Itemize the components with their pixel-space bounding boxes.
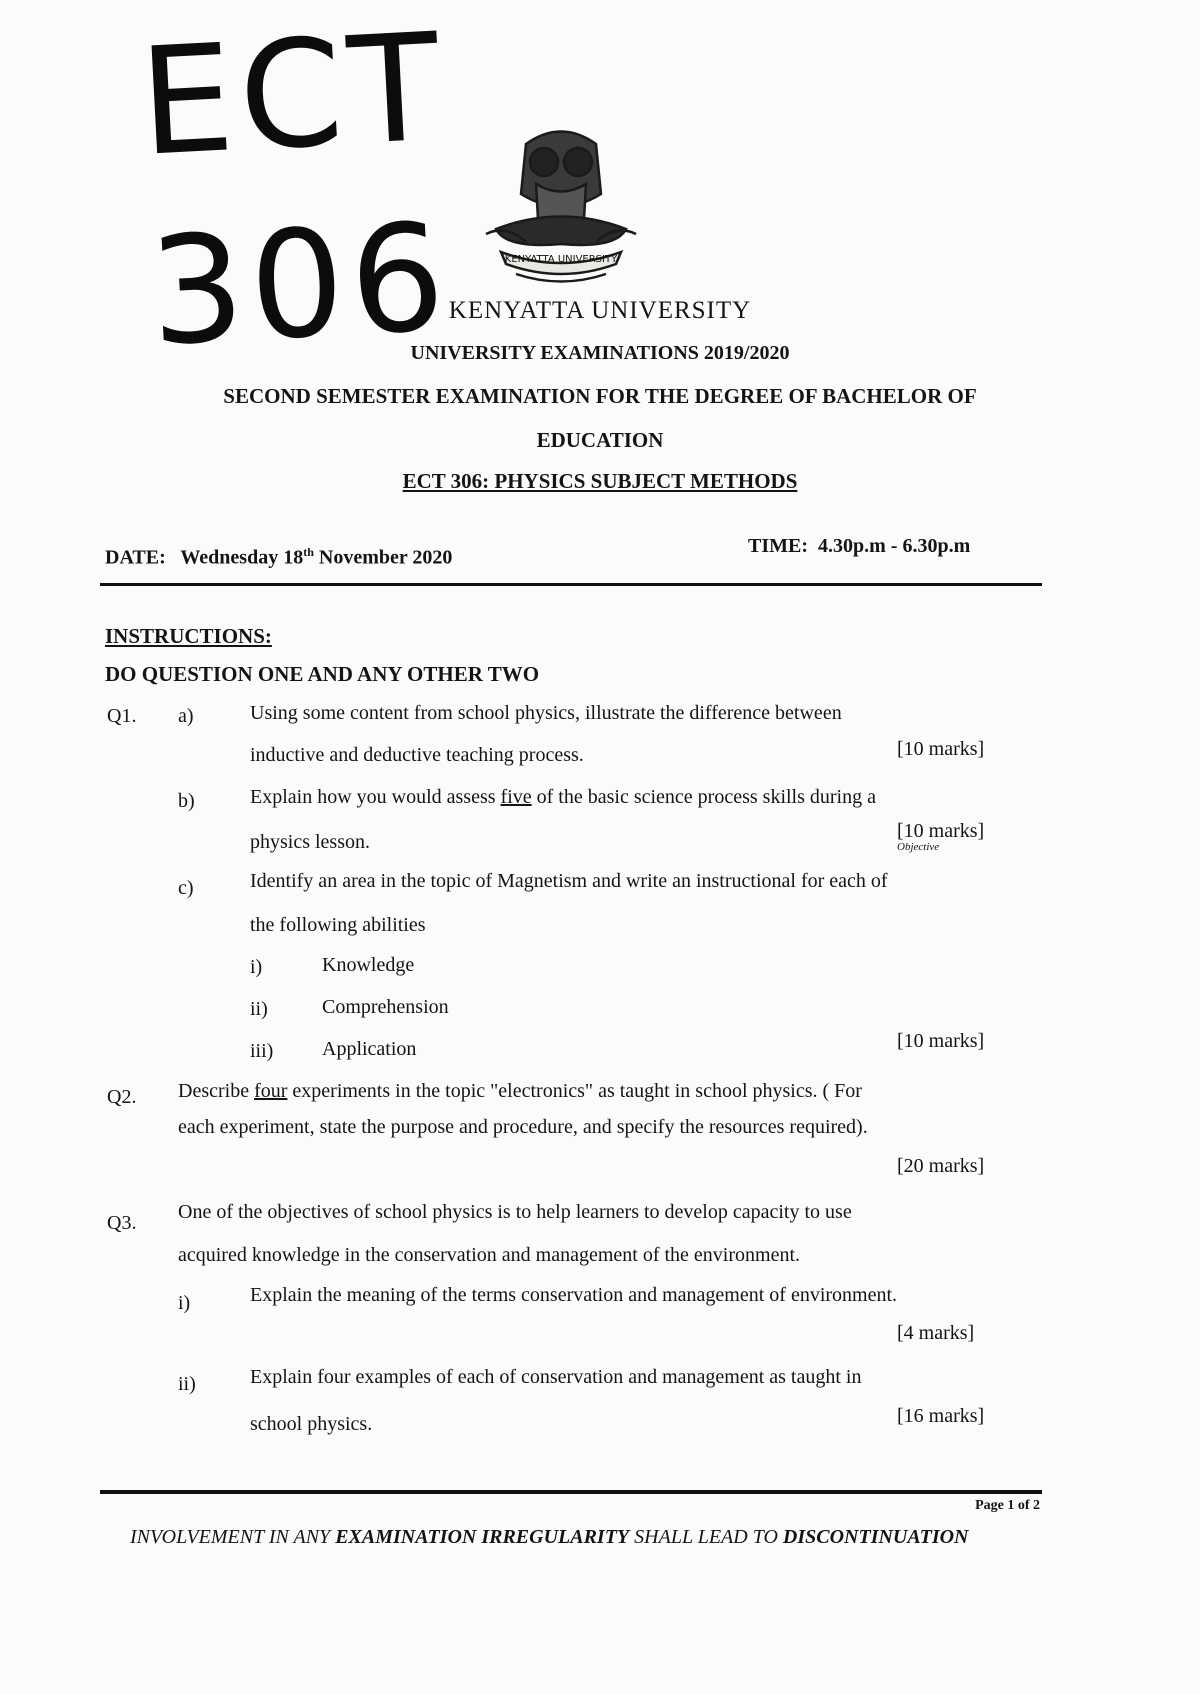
date-value-post: November 2020	[313, 546, 453, 569]
instructions-heading: INSTRUCTIONS:	[105, 624, 272, 648]
q1-number: Q1.	[107, 705, 137, 727]
q1b-line2: physics lesson.	[250, 831, 370, 853]
q1c-item-i-text: Knowledge	[322, 954, 415, 976]
exam-date	[105, 545, 452, 570]
q1b-line1	[250, 786, 876, 809]
degree-line: EDUCATION	[536, 428, 664, 452]
q3ii-line2: school physics.	[250, 1413, 373, 1435]
q3-line2: acquired knowledge in the conservation and management of the environment.	[178, 1244, 801, 1266]
footer-w3: SHALL LEAD TO	[629, 1526, 783, 1548]
time-label: TIME:	[748, 535, 808, 557]
q3i-text: Explain the meaning of the terms conservation and management of environment.	[250, 1284, 898, 1306]
q1a-line2: inductive and deductive teaching process.	[250, 744, 584, 766]
footer-warning	[130, 1526, 969, 1549]
q3-number: Q3.	[107, 1212, 137, 1234]
date-value-sup: th	[303, 545, 314, 559]
q2-marks: [20 marks]	[897, 1155, 985, 1177]
q3-line1: One of the objectives of school physics is to help learners to develop capacity to use	[178, 1201, 852, 1223]
q1c-line2: the following abilities	[250, 914, 426, 936]
q1c-label: c)	[178, 877, 194, 899]
date-value-pre: Wednesday 18	[180, 546, 304, 569]
footer-w4: DISCONTINUATION	[782, 1526, 969, 1548]
instructions-directive: DO QUESTION ONE AND ANY OTHER TWO	[105, 662, 540, 686]
q2-line1	[178, 1080, 862, 1103]
q3ii-marks: [16 marks]	[897, 1405, 985, 1427]
page-number: Page 1 of 2	[975, 1498, 1040, 1513]
q2-number: Q2.	[107, 1086, 137, 1108]
time-value: 4.30p.m - 6.30p.m	[818, 535, 971, 557]
crest-banner-text: KENYATTA UNIVERSITY	[504, 254, 618, 265]
q1b-marks: [10 marks]	[897, 820, 985, 842]
footer-w2: EXAMINATION IRREGULARITY	[335, 1526, 630, 1548]
handwritten-course-code: ECT 306	[135, 1, 455, 379]
course-title	[0, 469, 1200, 494]
q3ii-number: ii)	[178, 1373, 196, 1395]
q2-line1-pre: Describe	[178, 1080, 255, 1102]
university-crest-logo	[466, 124, 656, 288]
q1b-label: b)	[178, 790, 195, 812]
header-divider	[100, 583, 1042, 586]
semester-line: SECOND SEMESTER EXAMINATION FOR THE DEGREE OF BACHELOR OF	[223, 384, 977, 408]
q1b-line1-post: of the basic science process skills during a	[531, 786, 876, 808]
q2-line1-post: experiments in the topic "electronics" as taught in school physics. ( For	[287, 1080, 862, 1102]
q1a-line1: Using some content from school physics, illustrate the difference between	[250, 702, 842, 724]
q1b-handwritten-note: Objective	[897, 841, 940, 853]
q3i-marks: [4 marks]	[897, 1322, 975, 1344]
q1c-item-i-num: i)	[250, 956, 263, 978]
q2-line1-underlined: four	[254, 1080, 288, 1102]
q1b-line1-underlined: five	[500, 786, 532, 808]
course-title-text: ECT 306: PHYSICS SUBJECT METHODS	[402, 469, 798, 493]
q1c-item-ii-text: Comprehension	[322, 996, 449, 1018]
q1c-item-iii-num: iii)	[250, 1040, 274, 1062]
q1a-marks: [10 marks]	[897, 738, 985, 760]
university-name: KENYATTA UNIVERSITY	[448, 297, 752, 324]
q1c-item-ii-num: ii)	[250, 998, 268, 1020]
q1c-marks: [10 marks]	[897, 1030, 985, 1052]
q1c-line1: Identify an area in the topic of Magnetism and write an instructional for each of	[250, 870, 888, 892]
q1c-item-iii-text: Application	[322, 1038, 417, 1060]
q3i-number: i)	[178, 1292, 191, 1314]
q3ii-line1: Explain four examples of each of conservation and management as taught in	[250, 1366, 862, 1388]
date-label: DATE:	[105, 546, 166, 569]
q2-line2: each experiment, state the purpose and procedure, and specify the resources required).	[178, 1116, 868, 1138]
q1a-label: a)	[178, 705, 194, 727]
exam-time	[748, 535, 970, 558]
footer-w1: INVOLVEMENT IN ANY	[130, 1526, 336, 1548]
footer-divider	[100, 1490, 1042, 1494]
q1b-line1-pre: Explain how you would assess	[250, 786, 501, 808]
exam-series: UNIVERSITY EXAMINATIONS 2019/2020	[410, 342, 790, 364]
